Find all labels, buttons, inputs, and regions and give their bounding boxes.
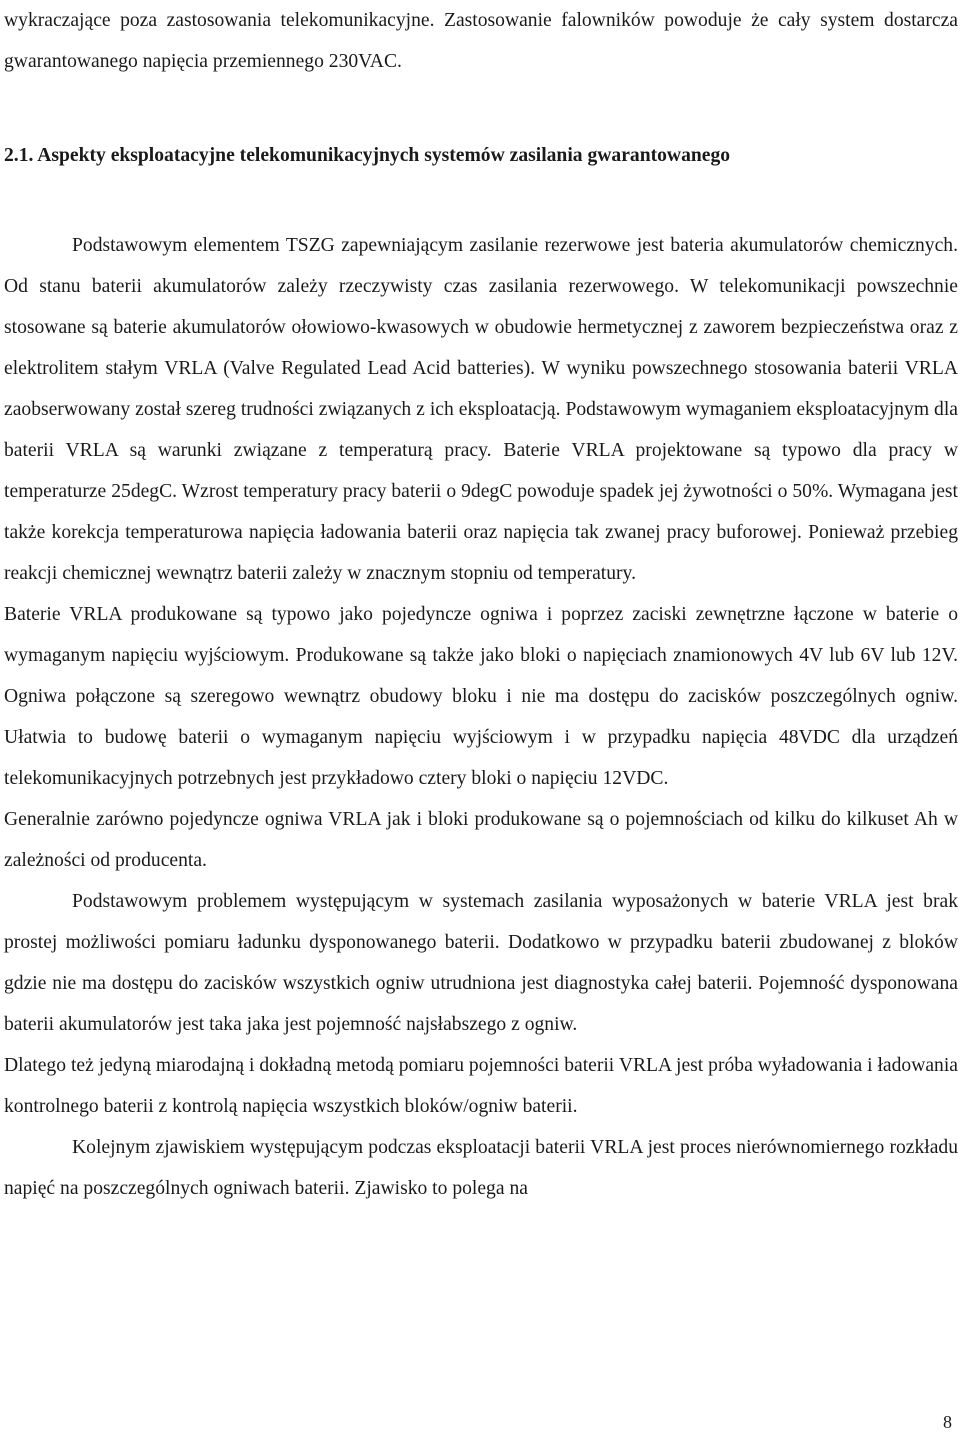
- paragraph-6: Kolejnym zjawiskiem występującym podczas eksploatacji baterii VRLA jest proces nierównomiernego rozkładu napięć na poszczególnych ogniwach baterii. Zjawisko to polega na: [4, 1137, 958, 1199]
- intro-paragraph: wykraczające poza zastosowania telekomunikacyjne. Zastosowanie falowników powoduje że cały system dostarcza gwarantowanego napięcia przemiennego 230VAC.: [4, 10, 958, 72]
- paragraph-4: Podstawowym problemem występującym w systemach zasilania wyposażonych w baterie VRLA jest brak prostej możliwości pomiaru ładunku dysponowanego baterii. Dodatkowo w przypadku baterii zbudowanej z bloków gdzie nie ma dostępu do zacisków wszystkich ogniw utrudniona jest diagnostyka całej baterii. Pojemność dysponowana baterii akumulatorów jest taka jaka jest pojemność najsłabszego z ogniw.: [4, 891, 958, 1035]
- paragraph-2: Baterie VRLA produkowane są typowo jako pojedyncze ogniwa i poprzez zaciski zewnętrzne łączone w baterie o wymaganym napięciu wyjściowym. Produkowane są także jako bloki o napięciach znamionowych 4V lub 6V lub 12V. Ogniwa połączone są szeregowo wewnątrz obudowy bloku i nie ma dostępu do zacisków poszczególnych ogniw. Ułatwia to budowę baterii o wymaganym napięciu wyjściowym i w przypadku napięcia 48VDC dla urządzeń telekomunikacyjnych potrzebnych jest przykładowo cztery bloki o napięciu 12VDC.: [4, 604, 958, 789]
- page-number: 8: [943, 1412, 952, 1432]
- paragraph-1: Podstawowym elementem TSZG zapewniającym zasilanie rezerwowe jest bateria akumulatorów chemicznych. Od stanu baterii akumulatorów zależy rzeczywisty czas zasilania rezerwowego. W telekomunikacji powszechnie stosowane są baterie akumulatorów ołowiowo-kwasowych w obudowie hermetycznej z zaworem bezpieczeństwa oraz z elektrolitem stałym VRLA (Valve Regulated Lead Acid batteries). W wyniku powszechnego stosowania baterii VRLA zaobserwowany został szereg trudności związanych z ich eksploatacją. Podstawowym wymaganiem eksploatacyjnym dla baterii VRLA są warunki związane z temperaturą pracy. Baterie VRLA projektowane są typowo dla pracy w temperaturze 25degC. Wzrost temperatury pracy baterii o 9degC powoduje spadek jej żywotności o 50%. Wymagana jest także korekcja temperaturowa napięcia ładowania baterii oraz napięcia tak zwanej pracy buforowej. Ponieważ przebieg reakcji chemicznej wewnątrz baterii zależy w znacznym stopniu od temperatury.: [4, 235, 958, 584]
- paragraph-5: Dlatego też jedyną miarodajną i dokładną metodą pomiaru pojemności baterii VRLA jest próba wyładowania i ładowania kontrolnego baterii z kontrolą napięcia wszystkich bloków/ogniw baterii.: [4, 1055, 958, 1117]
- document-page: [4, 0, 958, 1209]
- section-heading: 2.1. Aspekty eksploatacyjne telekomunikacyjnych systemów zasilania gwarantowanego: [4, 145, 731, 166]
- paragraph-3: Generalnie zarówno pojedyncze ogniwa VRLA jak i bloki produkowane są o pojemnościach od kilku do kilkuset Ah w zależności od producenta.: [4, 809, 958, 871]
